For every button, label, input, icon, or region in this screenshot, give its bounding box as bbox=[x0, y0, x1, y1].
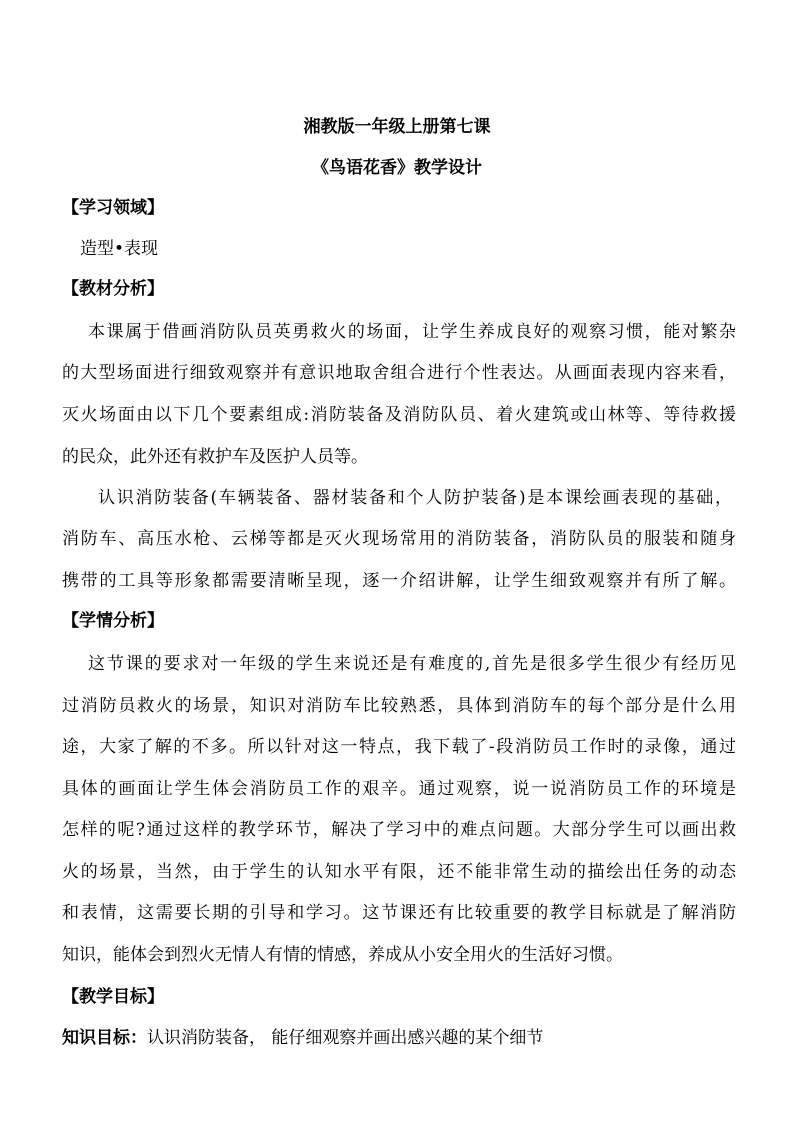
students-line: 和表情，这需要长期的引导和学习。这节课还有比较重要的教学目标就是了解消防 bbox=[62, 903, 736, 923]
document-title-line1: 湘教版一年级上册第七课 bbox=[303, 117, 491, 137]
document-title-line2: 《鸟语花香》教学设计 bbox=[312, 158, 482, 178]
material-line: 消防车、高压水枪、云梯等都是灭火现场常用的消防装备，消防队员的服装和随身 bbox=[62, 529, 736, 549]
students-line: 知识，能体会到烈火无情人有情的情感，养成从小安全用火的生活好习惯。 bbox=[62, 945, 623, 965]
knowledge-goal-label: 知识目标： bbox=[62, 1028, 147, 1048]
students-line: 具体的画面让学生体会消防员工作的艰辛。通过观察，说一说消防员工作的环境是 bbox=[62, 779, 736, 799]
material-line: 携带的工具等形象都需要清晰呈现，逐一介绍讲解，让学生细致观察并有所了解。 bbox=[62, 571, 736, 591]
material-line: 本课属于借画消防队员英勇救火的场面，让学生养成良好的观察习惯，能对繁杂 bbox=[88, 322, 736, 342]
students-line: 途，大家了解的不多。所以针对这一特点，我下载了-段消防员工作时的录像，通过 bbox=[62, 737, 736, 757]
section-heading-domain: 【学习领域】 bbox=[62, 198, 164, 218]
knowledge-goal-text: 认识消防装备， 能仔细观察并画出感兴趣的某个细节 bbox=[147, 1028, 544, 1048]
section-heading-goals: 【教学目标】 bbox=[62, 987, 164, 1007]
knowledge-goal-line bbox=[62, 1028, 543, 1048]
material-line: 灭火场面由以下几个要素组成:消防装备及消防队员、着火建筑或山林等、等待救援 bbox=[62, 405, 736, 425]
material-line: 认识消防装备(车辆装备、器材装备和个人防护装备)是本课绘画表现的基础， bbox=[98, 488, 732, 508]
students-line: 火的场景，当然，由于学生的认知水平有限，还不能非常生动的描绘出任务的动态 bbox=[62, 862, 736, 882]
section-heading-material: 【教材分析】 bbox=[62, 279, 164, 299]
section-heading-students: 【学情分析】 bbox=[62, 611, 164, 631]
students-line: 怎样的呢?通过这样的教学环节，解决了学习中的难点问题。大部分学生可以画出救 bbox=[62, 820, 736, 840]
students-line: 这节课的要求对一年级的学生来说还是有难度的,首先是很多学生很少有经历见 bbox=[88, 654, 736, 674]
material-line: 的民众，此外还有救护车及医护人员等。 bbox=[62, 447, 368, 467]
students-line: 过消防员救火的场景，知识对消防车比较熟悉，具体到消防车的每个部分是什么用 bbox=[62, 696, 736, 716]
material-line: 的大型场面进行细致观察并有意识地取舍组合进行个性表达。从画面表现内容来看， bbox=[62, 363, 736, 383]
domain-text: 造型•表现 bbox=[80, 239, 159, 259]
